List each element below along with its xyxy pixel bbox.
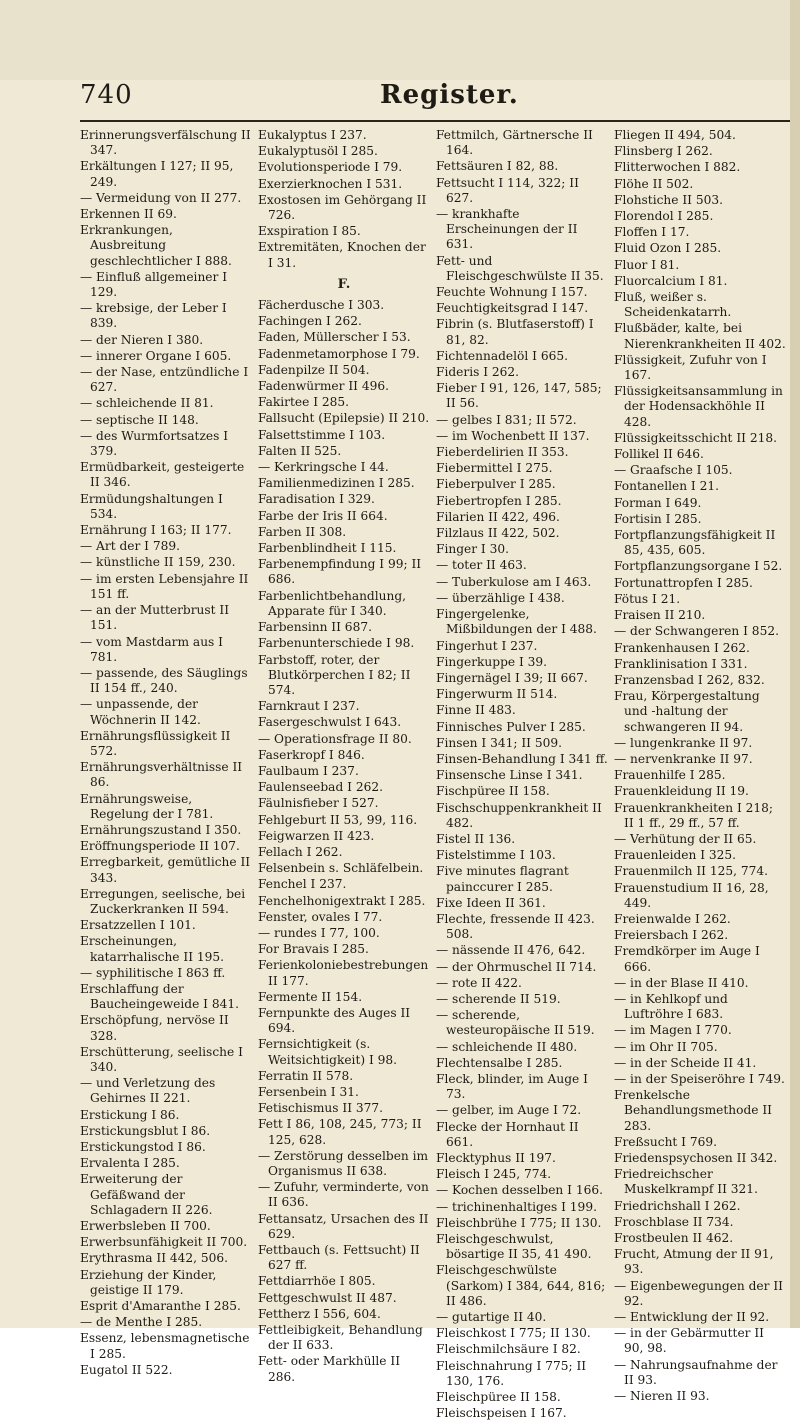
index-entry: Erregbarkeit, gemütliche II 343. [80, 855, 251, 885]
index-entry: Fleischgeschwulst, bösartige II 35, 41 490. [436, 1232, 592, 1262]
index-entry: Frankenhausen I 262. [614, 640, 750, 655]
index-entry: Exostosen im Gehörgang II 726. [258, 192, 427, 223]
index-entry: Fleischmilchsäure I 82. [436, 1342, 581, 1357]
index-entry: — in Kehlkopf und Luftröhre I 683. [614, 991, 728, 1022]
index-entry: Fortunattropfen I 285. [614, 575, 753, 590]
index-entry: — der Schwangeren I 852. [614, 624, 779, 639]
index-entry: Fernsichtigkeit (s. Weitsichtigkeit) I 98. [258, 1037, 398, 1067]
index-entry: Feuchtigkeitsgrad I 147. [436, 301, 589, 316]
index-entry: Frauenkrankheiten I 218; II 1 ff., 29 ff., 57 ff. [614, 800, 774, 830]
index-entry: Fistelstimme I 103. [436, 848, 556, 863]
index-entry: — rote II 422. [436, 975, 522, 990]
index-entry: Finnisches Pulver I 285. [436, 719, 586, 734]
index-entry: Fett- oder Markhülle II 286. [258, 1354, 401, 1384]
index-entry: — Operationsfrage II 80. [258, 731, 412, 746]
index-entry: Fluß, weißer s. Scheidenkatarrh. [614, 290, 732, 320]
index-entry: Fadenwürmer II 496. [258, 379, 389, 394]
index-entry: Fiebertropfen I 285. [436, 493, 562, 508]
index-entry: Eröffnungsperiode II 107. [80, 839, 240, 854]
index-entry: Ernährungsverhältnisse II 86. [80, 760, 243, 790]
index-entry: — im ersten Lebensjahre II 151 ff. [80, 571, 249, 601]
index-entry: Essenz, lebensmagnetische I 285. [80, 1331, 250, 1361]
index-entry: — in der Scheide II 41. [614, 1055, 757, 1070]
index-entry: Fachingen I 262. [258, 314, 362, 329]
index-entry: Flitterwochen I 882. [614, 160, 741, 175]
index-entry: Fieber I 91, 126, 147, 585; II 56. [436, 381, 602, 411]
index-entry: Faden, Müllerscher I 53. [258, 330, 411, 345]
index-entry: — syphilitische I 863 ff. [80, 965, 226, 980]
index-entry: Fersenbein I 31. [258, 1084, 359, 1099]
index-entry: Fernpunkte des Auges II 694. [258, 1005, 411, 1036]
index-entry: Fichtennadelöl I 665. [436, 348, 568, 363]
index-entry: Faradisation I 329. [258, 492, 375, 507]
index-entry: — toter II 463. [436, 558, 527, 573]
index-entry: Frucht, Atmung der II 91, 93. [614, 1247, 774, 1277]
index-entry: Fenchelhonigextrakt I 285. [258, 893, 426, 908]
index-entry: Erweiterung der Gefäßwand der Schlagadern II 226. [80, 1172, 213, 1217]
index-entry: Frauenleiden I 325. [614, 848, 737, 863]
index-entry: Farbe der Iris II 664. [258, 508, 388, 523]
index-entry: Fleck, blinder, im Auge I 73. [436, 1071, 588, 1102]
index-entry: Fakirtee I 285. [258, 395, 350, 410]
index-entry: Five minutes flagrant painccurer I 285. [436, 864, 569, 894]
index-entry: Follikel II 646. [614, 447, 704, 462]
index-entry: Erziehung der Kinder, geistige II 179. [80, 1267, 217, 1297]
index-entry: — Zerstörung desselben im Organismus II 638. [258, 1148, 429, 1178]
index-entry: — gelber, im Auge I 72. [436, 1103, 582, 1118]
index-entry: For Bravais I 285. [258, 942, 369, 957]
index-entry: Ernährung I 163; II 177. [80, 523, 232, 538]
index-entry: Fett I 86, 108, 245, 773; II 125, 628. [258, 1117, 422, 1147]
index-entry: Fenster, ovales I 77. [258, 909, 383, 924]
index-entry: Erkennen II 69. [80, 207, 177, 222]
index-entry: Fingerhut I 237. [436, 638, 538, 653]
index-entry: Fettmilch, Gärtnersche II 164. [436, 128, 593, 158]
index-entry: Fleischnahrung I 775; II 130, 176. [436, 1358, 587, 1388]
index-entry: Fehlgeburt II 53, 99, 116. [258, 812, 418, 827]
index-entry: Fettsäuren I 82, 88. [436, 159, 559, 174]
index-entry: Froschblase II 734. [614, 1214, 734, 1229]
index-entry: Ermüdungshaltungen I 534. [80, 491, 223, 521]
index-entry: — scherende II 519. [436, 991, 561, 1006]
index-entry: — passende, des Säuglings II 154 ff., 240. [80, 665, 248, 696]
index-entry: — trichinenhaltiges I 199. [436, 1199, 597, 1214]
index-entry: — Kochen desselben I 166. [436, 1183, 603, 1198]
index-entry: — in der Gebärmutter II 90, 98. [614, 1326, 764, 1356]
index-entry: Ernährungsflüssigkeit II 572. [80, 728, 231, 758]
index-entry: Ernährungszustand I 350. [80, 822, 242, 837]
index-entry: — der Ohrmuschel II 714. [436, 959, 597, 974]
index-entry: Eugatol II 522. [80, 1362, 173, 1377]
index-entry: — scherende, westeuropäische II 519. [436, 1008, 595, 1038]
index-entry: Freiersbach I 262. [614, 928, 729, 943]
index-entry: Farbenunterschiede I 98. [258, 636, 415, 651]
index-entry: — der Nase, entzündliche I 627. [80, 365, 249, 395]
index-entry: — Graafsche I 105. [614, 463, 733, 478]
index-entry: Ersatzzellen I 101. [80, 918, 196, 933]
index-entry: Fadenmetamorphose I 79. [258, 346, 420, 361]
index-entry: Fischpüree II 158. [436, 784, 550, 799]
index-entry: Fliegen II 494, 504. [614, 128, 736, 142]
index-entry: Franklinisation I 331. [614, 656, 748, 671]
index-entry: Ermüdbarkeit, gesteigerte II 346. [80, 460, 245, 490]
index-entry: Fixe Ideen II 361. [436, 895, 546, 910]
index-entry: Feuchte Wohnung I 157. [436, 285, 588, 300]
index-entry: Frenkelsche Behandlungsmethode II 283. [614, 1088, 772, 1133]
index-entry: Faulbaum I 237. [258, 763, 359, 778]
index-entry: Finsen I 341; II 509. [436, 735, 562, 750]
index-entry: Fett- und Fleischgeschwülste II 35. [436, 253, 604, 283]
index-entry: Frostbeulen II 462. [614, 1231, 734, 1246]
index-entry: Fieberpulver I 285. [436, 477, 556, 492]
index-entry: Erwerbsunfähigkeit II 700. [80, 1235, 248, 1250]
index-entry: — in der Speiseröhre I 749. [614, 1071, 785, 1086]
index-entry: Fettgeschwulst II 487. [258, 1290, 397, 1305]
index-entry: — Einfluß allgemeiner I 129. [80, 269, 228, 300]
index-entry: — in der Blase II 410. [614, 975, 749, 990]
index-entry: Evolutionsperiode I 79. [258, 160, 403, 175]
index-entry: — überzählige I 438. [436, 590, 565, 605]
index-entry: Floffen I 17. [614, 225, 690, 240]
index-entry: — krebsige, der Leber I 839. [80, 301, 227, 331]
page-top-margin [0, 0, 800, 80]
index-entry: — Art der I 789. [80, 539, 180, 554]
index-entry: Fortpflanzungsorgane I 52. [614, 559, 783, 574]
index-entry: Fleischkost I 775; II 130. [436, 1326, 591, 1341]
index-entry: Fleisch I 245, 774. [436, 1167, 552, 1182]
index-entry: Finne II 483. [436, 703, 516, 718]
index-entry: Fideris I 262. [436, 365, 520, 380]
index-entry: — Zufuhr, verminderte, von II 636. [258, 1180, 429, 1210]
index-entry: Fenchel I 237. [258, 877, 347, 892]
page-edge [790, 0, 800, 1328]
index-entry: Fistel II 136. [436, 831, 516, 846]
index-entry: Fleischgeschwülste (Sarkom) I 384, 644, 816; II 486. [436, 1263, 606, 1308]
index-entry: — Kerkringsche I 44. [258, 460, 389, 475]
index-entry: Erythrasma II 442, 506. [80, 1251, 229, 1266]
index-column-1 [80, 128, 258, 1377]
index-entry: Fingerkuppe I 39. [436, 654, 548, 669]
index-entry: Filzlaus II 422, 502. [436, 526, 560, 541]
index-entry: — schleichende II 480. [436, 1039, 578, 1054]
index-entry: Felsenbein s. Schläfelbein. [258, 861, 424, 876]
index-entry: Exspiration I 85. [258, 224, 361, 239]
index-entry: Extremitäten, Knochen der I 31. [258, 240, 426, 270]
index-entry: — Nahrungsaufnahme der II 93. [614, 1357, 778, 1387]
index-entry: — nässende II 476, 642. [436, 943, 586, 958]
index-entry: Frauenhilfe I 285. [614, 768, 726, 783]
index-entry: Erschütterung, seelische I 340. [80, 1044, 243, 1074]
index-entry: Fibrin (s. Blutfaserstoff) I 81, 82. [436, 317, 594, 347]
section-letter: F. [337, 276, 351, 292]
index-entry: Faulenseebad I 262. [258, 780, 383, 795]
index-entry: Fluid Ozon I 285. [614, 241, 722, 256]
index-entry: Farben II 308. [258, 524, 347, 539]
index-entry: Feigwarzen II 423. [258, 828, 375, 843]
index-entry: Erstickungsblut I 86. [80, 1123, 211, 1138]
index-entry: Friedenspsychosen II 342. [614, 1151, 778, 1165]
index-entry: Fontanellen I 21. [614, 479, 720, 494]
index-entry: Familienmedizinen I 285. [258, 476, 415, 491]
index-entry: Flecktyphus II 197. [436, 1151, 556, 1165]
index-entry: — Tuberkulose am I 463. [436, 574, 592, 589]
index-entry: Fremdkörper im Auge I 666. [614, 944, 760, 974]
page-title: Register. [380, 80, 519, 110]
index-entry: Finsen-Behandlung I 341 ff. [436, 751, 608, 766]
index-column-3 [436, 128, 614, 1421]
index-entry: — innerer Organe I 605. [80, 348, 232, 363]
index-entry: Fiebermittel I 275. [436, 461, 553, 476]
index-entry: Flüssigkeitsansammlung in der Hodensackhöhle II 428. [614, 384, 783, 429]
index-entry: — schleichende II 81. [80, 396, 214, 411]
index-entry: Erwerbsleben II 700. [80, 1219, 211, 1234]
index-entry: — vom Mastdarm aus I 781. [80, 634, 223, 664]
index-entry: Farbenblindheit I 115. [258, 541, 397, 556]
index-entry: Ernährungsweise, Regelung der I 781. [80, 791, 214, 821]
index-entry: Fetischismus II 377. [258, 1101, 384, 1116]
index-entry: Fötus I 21. [614, 591, 681, 606]
index-entry: Florendol I 285. [614, 209, 714, 224]
index-entry: Fettleibigkeit, Behandlung der II 633. [258, 1323, 423, 1353]
index-entry: Frau, Körpergestaltung und -haltung der schwangeren II 94. [614, 689, 760, 734]
index-entry: Erinnerungsverfälschung II 347. [80, 128, 251, 158]
index-entry: — gutartige II 40. [436, 1310, 547, 1325]
index-entry: Fettansatz, Ursachen des II 629. [258, 1211, 429, 1241]
index-entry: — lungenkranke II 97. [614, 735, 753, 750]
index-entry: Fächerdusche I 303. [258, 298, 385, 313]
index-entry: Fallsucht (Epilepsie) II 210. [258, 411, 430, 426]
index-entry: — gelbes I 831; II 572. [436, 412, 577, 427]
index-entry: Fettdiarrhöe I 805. [258, 1274, 376, 1289]
index-entry: — krankhafte Erscheinungen der II 631. [436, 207, 578, 252]
index-entry: Fluorcalcium I 81. [614, 273, 728, 288]
index-entry: Flecke der Hornhaut II 661. [436, 1119, 579, 1149]
index-entry: Erschöpfung, nervöse II 328. [80, 1013, 229, 1043]
index-entry: Finsensche Linse I 341. [436, 768, 583, 783]
index-entry: — unpassende, der Wöchnerin II 142. [80, 697, 201, 727]
index-entry: Erstickung I 86. [80, 1107, 180, 1122]
index-entry: Farbenempfindung I 99; II 686. [258, 557, 422, 587]
index-entry: Freienwalde I 262. [614, 911, 731, 926]
header-rule [80, 120, 790, 122]
index-entry: Fadenpilze II 504. [258, 362, 370, 377]
index-entry: Finger I 30. [436, 542, 509, 557]
index-entry: Filarien II 422, 496. [436, 509, 560, 524]
index-entry: Forman I 649. [614, 495, 702, 510]
index-entry: Farnkraut I 237. [258, 699, 360, 714]
index-entry: Eukalyptusöl I 285. [258, 144, 378, 159]
index-entry: Fischschuppenkrankheit II 482. [436, 800, 602, 830]
index-entry: Fäulnisfieber I 527. [258, 796, 379, 811]
index-entry: Fleischpüree II 158. [436, 1390, 561, 1405]
index-entry: — de Menthe I 285. [80, 1315, 203, 1330]
index-entry: — der Nieren I 380. [80, 332, 204, 347]
index-entry: Frauenstudium II 16, 28, 449. [614, 880, 769, 910]
index-entry: Farbstoff, roter, der Blutkörperchen I 82; II 574. [258, 652, 411, 697]
index-entry: Ervalenta I 285. [80, 1156, 180, 1171]
page-number: 740 [80, 80, 133, 110]
index-entry: Fingergelenke, Mißbildungen der I 488. [436, 607, 597, 637]
index-entry: Erkrankungen, Ausbreitung geschlechtlicher I 888. [80, 223, 232, 268]
index-entry: Esprit d'Amaranthe I 285. [80, 1299, 241, 1314]
index-entry: Flüssigkeitsschicht II 218. [614, 430, 777, 445]
index-entry: Fettherz I 556, 604. [258, 1306, 381, 1321]
index-entry: — nervenkranke II 97. [614, 751, 753, 766]
index-entry: Erscheinungen, katarrhalische II 195. [80, 934, 225, 964]
index-entry: Flechte, fressende II 423. 508. [436, 911, 595, 942]
index-entry: Erstickungstod I 86. [80, 1140, 206, 1154]
index-columns [80, 128, 792, 1421]
index-entry: Erschlaffung der Baucheingeweide I 841. [80, 981, 239, 1012]
index-entry: Fieberdelirien II 353. [436, 445, 569, 460]
index-entry: Falten II 525. [258, 443, 342, 458]
index-entry: Erkältungen I 127; II 95, 249. [80, 159, 234, 189]
index-entry: — an der Mutterbrust II 151. [80, 603, 230, 633]
index-entry: Flinsberg I 262. [614, 144, 713, 159]
index-entry: Fermente II 154. [258, 989, 363, 1004]
index-entry: Friedrichshall I 262. [614, 1198, 741, 1213]
index-entry: — Nieren II 93. [614, 1389, 710, 1404]
index-entry: Falsettstimme I 103. [258, 427, 386, 442]
index-entry: Farbensinn II 687. [258, 620, 372, 635]
index-entry: Fellach I 262. [258, 844, 343, 859]
index-entry: Fasergeschwulst I 643. [258, 715, 402, 730]
index-entry: — und Verletzung des Gehirnes II 221. [80, 1076, 216, 1106]
index-entry: Freßsucht I 769. [614, 1134, 718, 1149]
index-entry: Flöhe II 502. [614, 176, 694, 191]
index-entry: — im Ohr II 705. [614, 1039, 718, 1054]
index-entry: Fingerwurm II 514. [436, 687, 558, 702]
index-entry: Fraisen II 210. [614, 608, 706, 623]
index-entry: — septische II 148. [80, 412, 199, 427]
index-entry: Ferienkoloniebestrebungen II 177. [258, 958, 429, 988]
index-entry: Farbenlichtbehandlung, Apparate für I 340. [258, 588, 407, 618]
index-entry: Erregungen, seelische, bei Zuckerkranken II 594. [80, 886, 246, 916]
index-entry: Fluor I 81. [614, 257, 680, 272]
index-column-4 [614, 128, 792, 1404]
index-entry: Frauenkleidung II 19. [614, 784, 749, 799]
index-entry: Fortpflanzungsfähigkeit II 85, 435, 605. [614, 528, 776, 558]
index-entry: — rundes I 77, 100. [258, 925, 380, 940]
index-entry: Fingernägel I 39; II 667. [436, 670, 588, 685]
index-entry: — im Wochenbett II 137. [436, 428, 590, 443]
index-entry: Fortisin I 285. [614, 511, 702, 526]
index-entry: Fettsucht I 114, 322; II 627. [436, 175, 579, 205]
index-column-2 [258, 128, 436, 1384]
index-entry: Flußbäder, kalte, bei Nierenkrankheiten II 402. [614, 321, 786, 351]
index-entry: — Verhütung der II 65. [614, 831, 757, 846]
index-entry: — Eigenbewegungen der II 92. [614, 1278, 783, 1308]
index-entry: Frauenmilch II 125, 774. [614, 864, 769, 879]
index-entry: Flüssigkeit, Zufuhr von I 167. [614, 352, 767, 383]
index-entry: Ferratin II 578. [258, 1068, 354, 1083]
index-entry: Flohstiche II 503. [614, 192, 723, 207]
index-entry: — im Magen I 770. [614, 1023, 732, 1038]
index-entry: — Vermeidung von II 277. [80, 190, 242, 205]
index-entry: — Entwicklung der II 92. [614, 1310, 770, 1325]
index-entry: Fleischbrühe I 775; II 130. [436, 1215, 602, 1230]
index-entry: Fleischspeisen I 167. [436, 1406, 567, 1421]
index-entry: Eukalyptus I 237. [258, 128, 367, 142]
index-entry: — des Wurmfortsatzes I 379. [80, 428, 229, 459]
index-entry: Friedreichscher Muskelkrampf II 321. [614, 1167, 758, 1197]
index-entry: Exerzierknochen I 531. [258, 176, 403, 191]
index-entry: Faserkropf I 846. [258, 747, 365, 762]
index-entry: — künstliche II 159, 230. [80, 555, 236, 570]
index-entry: Fettbauch (s. Fettsucht) II 627 ff. [258, 1243, 420, 1273]
index-entry: Flechtensalbe I 285. [436, 1055, 563, 1070]
index-entry: Franzensbad I 262, 832. [614, 672, 765, 687]
